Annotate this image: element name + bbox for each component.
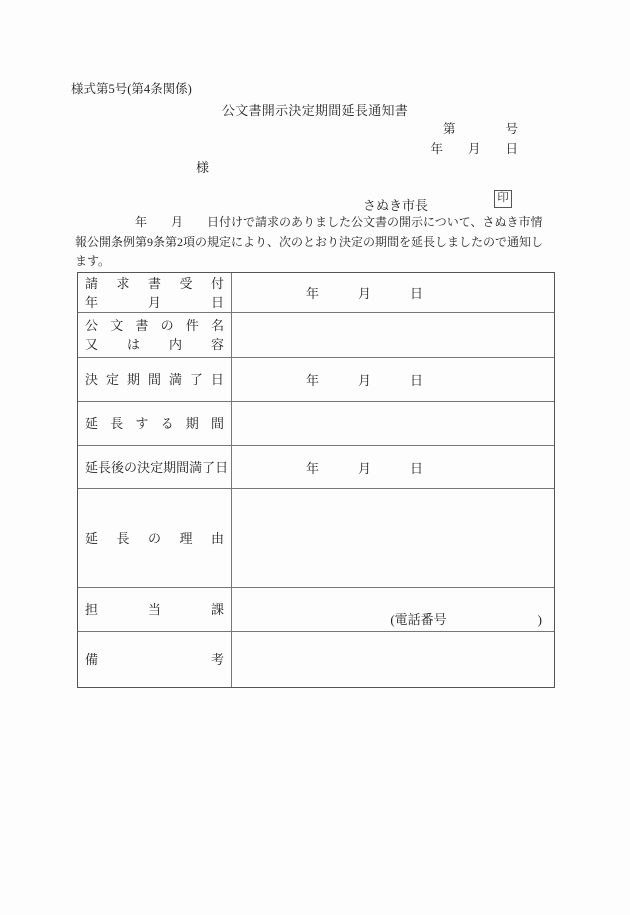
row-value-cell xyxy=(232,588,554,631)
table-row-extended-deadline xyxy=(78,446,554,489)
body-line: ます。 xyxy=(75,254,111,268)
row-value-cell xyxy=(232,273,554,312)
notice-table xyxy=(77,272,555,688)
date-placeholder: 年 月 日 xyxy=(306,460,424,476)
row-value-cell xyxy=(232,446,554,488)
table-row-decision-deadline xyxy=(78,358,554,402)
row-label-line: 公 文 書 の 件 名 xyxy=(85,318,224,333)
body-line: 報公開条例第9条第2項の規定により、次のとおり決定の期間を延長しましたので通知し xyxy=(75,234,544,249)
row-label xyxy=(78,402,232,445)
body-paragraph xyxy=(75,213,565,272)
table-row-extension-period xyxy=(78,402,554,446)
phone-number-placeholder: (電話番号 ) xyxy=(390,612,542,627)
seal-placeholder-icon: 印 xyxy=(494,190,512,208)
row-label-line: 備 考 xyxy=(85,652,224,667)
row-label-line: 請 求 書 受 付 xyxy=(85,275,224,291)
issuer-title: さぬき市長 xyxy=(363,198,429,213)
row-label xyxy=(78,313,232,357)
page-title: 公文書開示決定期間延長通知書 xyxy=(221,103,409,118)
row-value-cell xyxy=(232,632,554,687)
row-label xyxy=(78,489,232,587)
row-value-cell xyxy=(232,313,554,357)
doc-number-line: 第 号 xyxy=(442,122,518,136)
row-label xyxy=(78,588,232,631)
row-label xyxy=(78,358,232,401)
table-row-remarks xyxy=(78,632,554,687)
issue-date-line: 年 月 日 xyxy=(430,142,518,156)
row-label-line: 年 月 日 xyxy=(85,294,224,310)
row-label-line: 担 当 課 xyxy=(85,602,224,617)
table-row-extension-reason xyxy=(78,489,554,588)
body-line: 年 月 日付けで請求のありました公文書の開示について、さぬき市情 xyxy=(75,215,543,229)
row-label-line: 又 は 内 容 xyxy=(85,337,224,352)
doc-number-date-block xyxy=(430,119,518,159)
date-placeholder: 年 月 日 xyxy=(306,373,424,388)
row-label xyxy=(78,273,232,312)
table-row-request-received-date xyxy=(78,273,554,313)
row-value-cell xyxy=(232,489,554,587)
row-label xyxy=(78,632,232,687)
row-label-line: 延 長 後 の 決 定 期 間 満 了 日 xyxy=(85,459,229,475)
row-label xyxy=(78,446,232,488)
table-row-responsible-section xyxy=(78,588,554,632)
row-label-line: 延 長 の 理 由 xyxy=(85,530,224,546)
row-value-cell xyxy=(232,358,554,401)
form-number: 様式第5号(第4条関係) xyxy=(71,82,192,96)
row-value-cell xyxy=(232,402,554,445)
table-row-document-name xyxy=(78,313,554,358)
date-placeholder: 年 月 日 xyxy=(306,286,424,301)
row-label-line: 延 長 す る 期 間 xyxy=(85,416,224,431)
row-label-line: 決 定 期 間 満 了 日 xyxy=(85,372,224,387)
addressee-honorific: 様 xyxy=(196,160,210,175)
